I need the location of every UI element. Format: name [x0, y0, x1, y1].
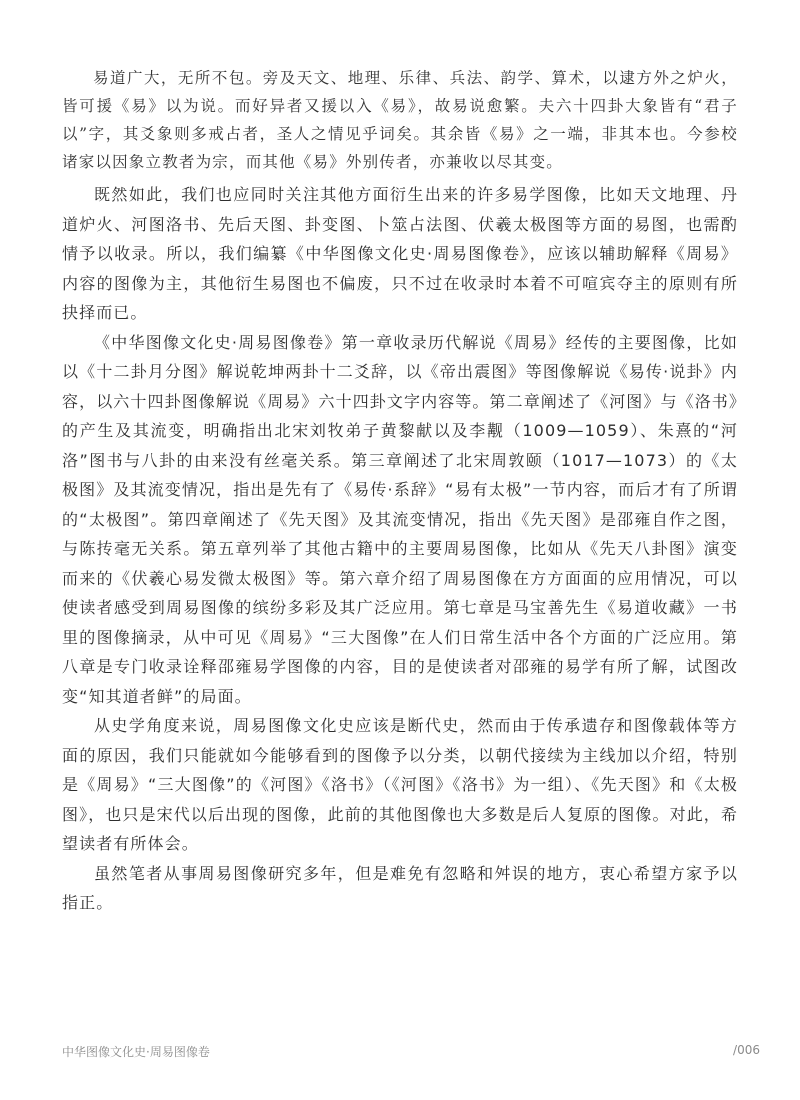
quoted-passage: 易道广大，无所不包。旁及天文、地理、乐律、兵法、韵学、算术，以逮方外之炉火，皆可援《易》以为说。而好异者又援以入《易》，故易说愈繁。夫六十四卦大象皆有“君子以”字，其爻象则多戒占者，圣人之情见乎词矣。其余皆《易》之一端，非其本也。今参校诸家以因象立教者为宗，而其他《易》外别传者，亦兼收以尽其变。	[62, 69, 738, 171]
page-body	[62, 64, 738, 918]
body-paragraph-2: 《中华图像文化史·周易图像卷》第一章收录历代解说《周易》经传的主要图像，比如以《十二卦月分图》解说乾坤两卦十二爻辞，以《帝出震图》等图像解说《易传·说卦》内容，以六十四卦图像解说《周易》六十四卦文字内容等。第二章阐述了《河图》与《洛书》的产生及其流变，明确指出北宋刘牧弟子黄黎献以及李觏（1009—1059）、朱熹的“河洛”图书与八卦的由来没有丝毫关系。第三章阐述了北宋周敦颐（1017—1073）的《太极图》及其流变情况，指出是先有了《易传·系辞》“易有太极”一节内容，而后才有了所谓的“太极图”。第四章阐述了《先天图》及其流变情况，指出《先天图》是邵雍自作之图，与陈抟毫无关系。第五章列举了其他古籍中的主要周易图像，比如从《先天八卦图》演变而来的《伏羲心易发微太极图》等。第六章介绍了周易图像在方方面面的应用情况，可以使读者感受到周易图像的缤纷多彩及其广泛应用。第七章是马宝善先生《易道收藏》一书里的图像摘录，从中可见《周易》“三大图像”在人们日常生活中各个方面的广泛应用。第八章是专门收录诠释邵雍易学图像的内容，目的是使读者对邵雍的易学有所了解，试图改变“知其道者鲜”的局面。	[62, 332, 739, 706]
body-paragraph-1: 既然如此，我们也应同时关注其他方面衍生出来的许多易学图像，比如天文地理、丹道炉火、河图洛书、先后天图、卦变图、卜筮占法图、伏羲太极图等方面的易图，也需酌情予以收录。所以，我们编纂《中华图像文化史·周易图像卷》，应该以辅助解释《周易》内容的图像为主，其他衍生易图也不偏废，只不过在收录时本着不可喧宾夺主的原则有所抉择而已。	[62, 185, 738, 322]
page-number: /006	[733, 1043, 760, 1057]
body-paragraph-3: 从史学角度来说，周易图像文化史应该是断代史，然而由于传承遗存和图像载体等方面的原因，我们只能就如今能够看到的图像予以分类，以朝代接续为主线加以介绍，特别是《周易》“三大图像”的《河图》《洛书》（《河图》《洛书》为一组）、《先天图》和《太极图》，也只是宋代以后出现的图像，此前的其他图像也大多数是后人复原的图像。对此，希望读者有所体会。	[62, 716, 739, 853]
footer-book-title: 中华图像文化史·周易图像卷	[62, 1045, 210, 1059]
page-footer	[62, 1043, 760, 1060]
body-paragraph-4: 虽然笔者从事周易图像研究多年，但是难免有忽略和舛误的地方，衷心希望方家予以指正。	[62, 863, 738, 912]
